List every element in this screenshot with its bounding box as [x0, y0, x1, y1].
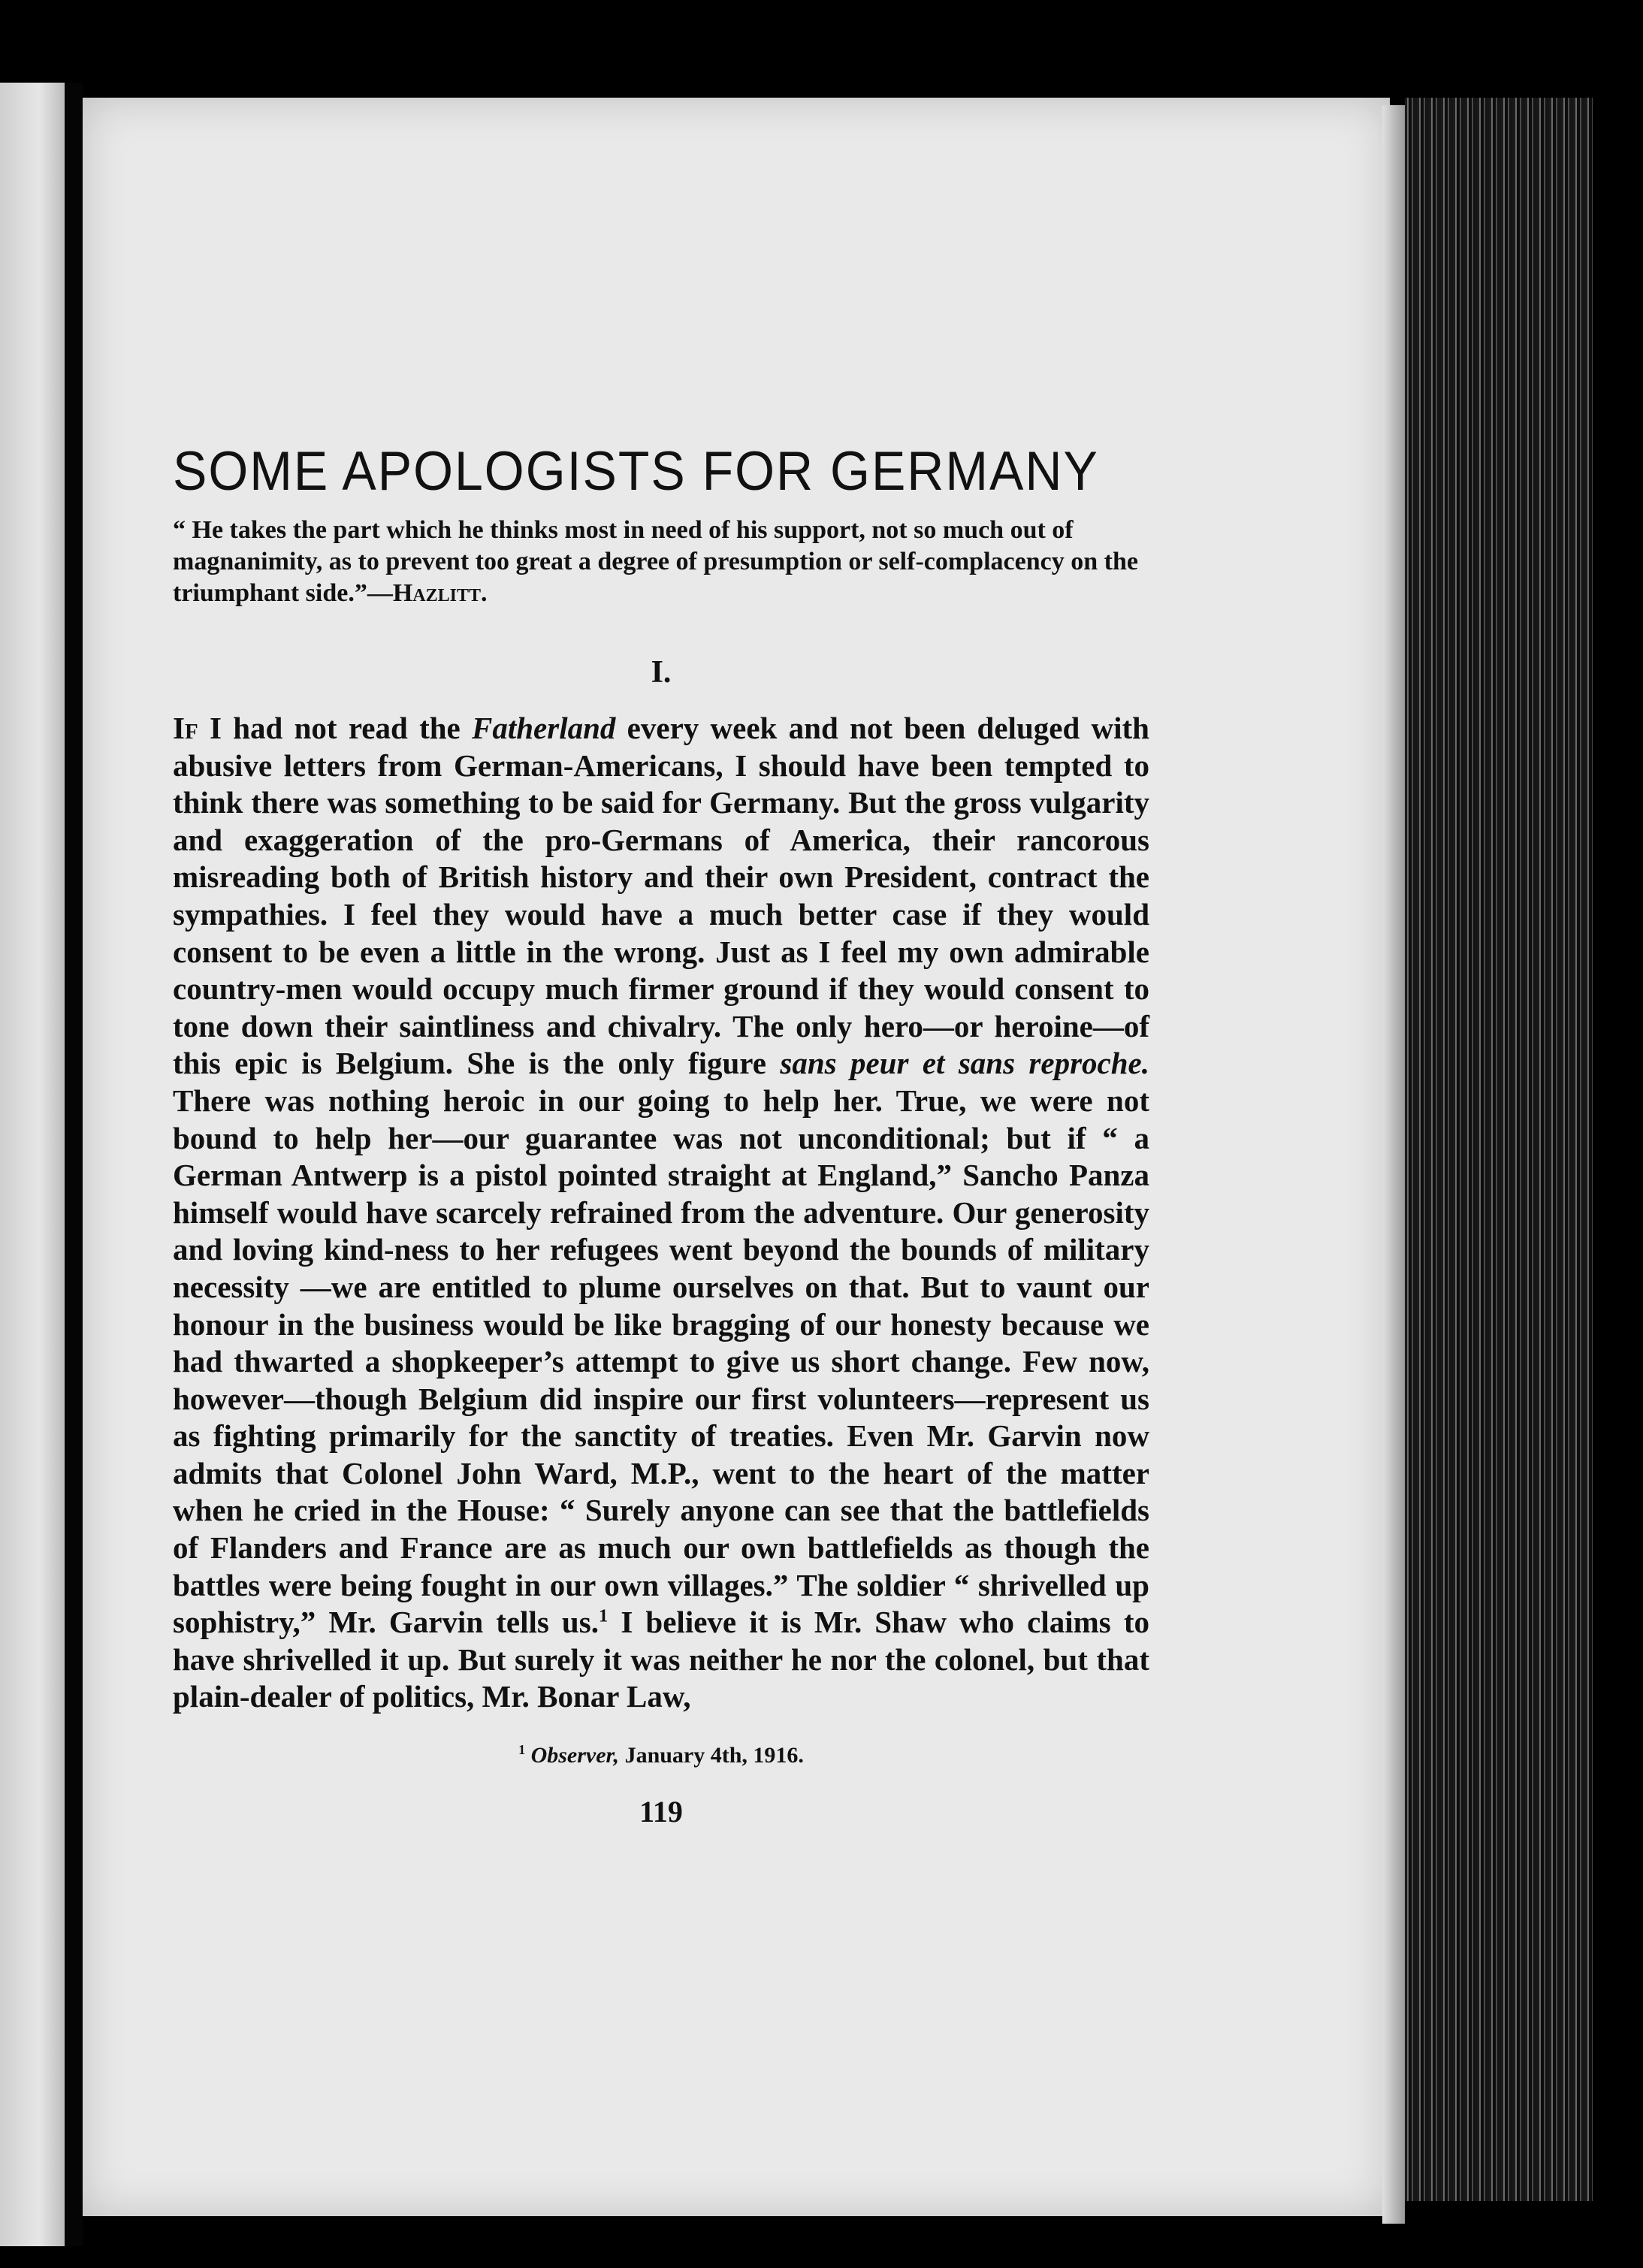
footnote-mark: 1 [518, 1742, 526, 1758]
book-gutter [65, 83, 83, 2246]
epigraph-author: Hazlitt. [392, 579, 488, 607]
footnote-source: Observer, [530, 1743, 620, 1768]
chapter-title: SOME APOLOGISTS FOR GERMANY [173, 440, 1099, 503]
body-text-4: I believe it is Mr. Shaw who claims to have shrivelled it up. But surely it was neither he nor the colonel, but that plain-dealer of politics, Mr. Bonar Law, [173, 1605, 1149, 1714]
book-fore-edge [1405, 98, 1593, 2201]
page-number: 119 [639, 1795, 683, 1829]
italic-fatherland: Fatherland [472, 711, 616, 745]
body-text-1: I had not read the [198, 711, 472, 745]
footnote-reference: 1 [598, 1605, 609, 1626]
page-shadow [1382, 105, 1405, 2224]
epigraph [173, 515, 1157, 609]
epigraph-text: “ He takes the part which he thinks most in need of his support, not so much out of magnanimity, as to prevent too great a degree of presumption or self-complacency on the triumphant side.”— [173, 516, 1138, 607]
footnote [173, 1743, 1149, 1768]
italic-sans-peur: sans peur et sans reproche. [780, 1046, 1149, 1081]
opening-word: If [173, 711, 198, 745]
body-text-2: every week and not been deluged with abusive letters from German-Americans, I should have been tempted to think there was something to be said for Germany. But the gross vulgarity and exaggeration of the pro-Germans of America, their rancorous misreading both of British history and their own President, contract the sympathies. I feel they would have a much better case if they would consent to be even a little in the wrong. Just as I feel my own admirable country-men would occupy much firmer ground if they would consent to tone down their saintliness and chivalry. The only hero—or heroine—of this epic is Belgium. She is the only figure [173, 711, 1149, 1081]
page-content [173, 439, 1149, 1829]
body-text-3: There was nothing heroic in our going to help her. True, we were not bound to help her—our guarantee was not unconditional; but if “ a German Antwerp is a pistol pointed straight at England,” Sancho Panza himself would have scarcely refrained from the adventure. Our generosity and loving kind-ness to her refugees went beyond the bounds of military necessity —we are entitled to plume ourselves on that. But to vaunt our honour in the business would be like bragging of our honesty because we had thwarted a shopkeeper’s attempt to give us short change. Few now, however—though Belgium did inspire our first volunteers—represent us as fighting primarily for the sanctity of treaties. Even Mr. Garvin now admits that Colonel John Ward, M.P., went to the heart of the matter when he cried in the House: “ Surely anyone can see that the battlefields of Flanders and France are as much our own battlefields as though the battles were being fought in our own villages.” The soldier “ shrivelled up sophistry,” Mr. Garvin tells us. [173, 1083, 1149, 1640]
facing-page-edge [0, 83, 65, 2246]
section-number: I. [651, 655, 672, 690]
body-paragraph [173, 710, 1149, 1716]
footnote-date: January 4th, 1916. [619, 1743, 804, 1768]
